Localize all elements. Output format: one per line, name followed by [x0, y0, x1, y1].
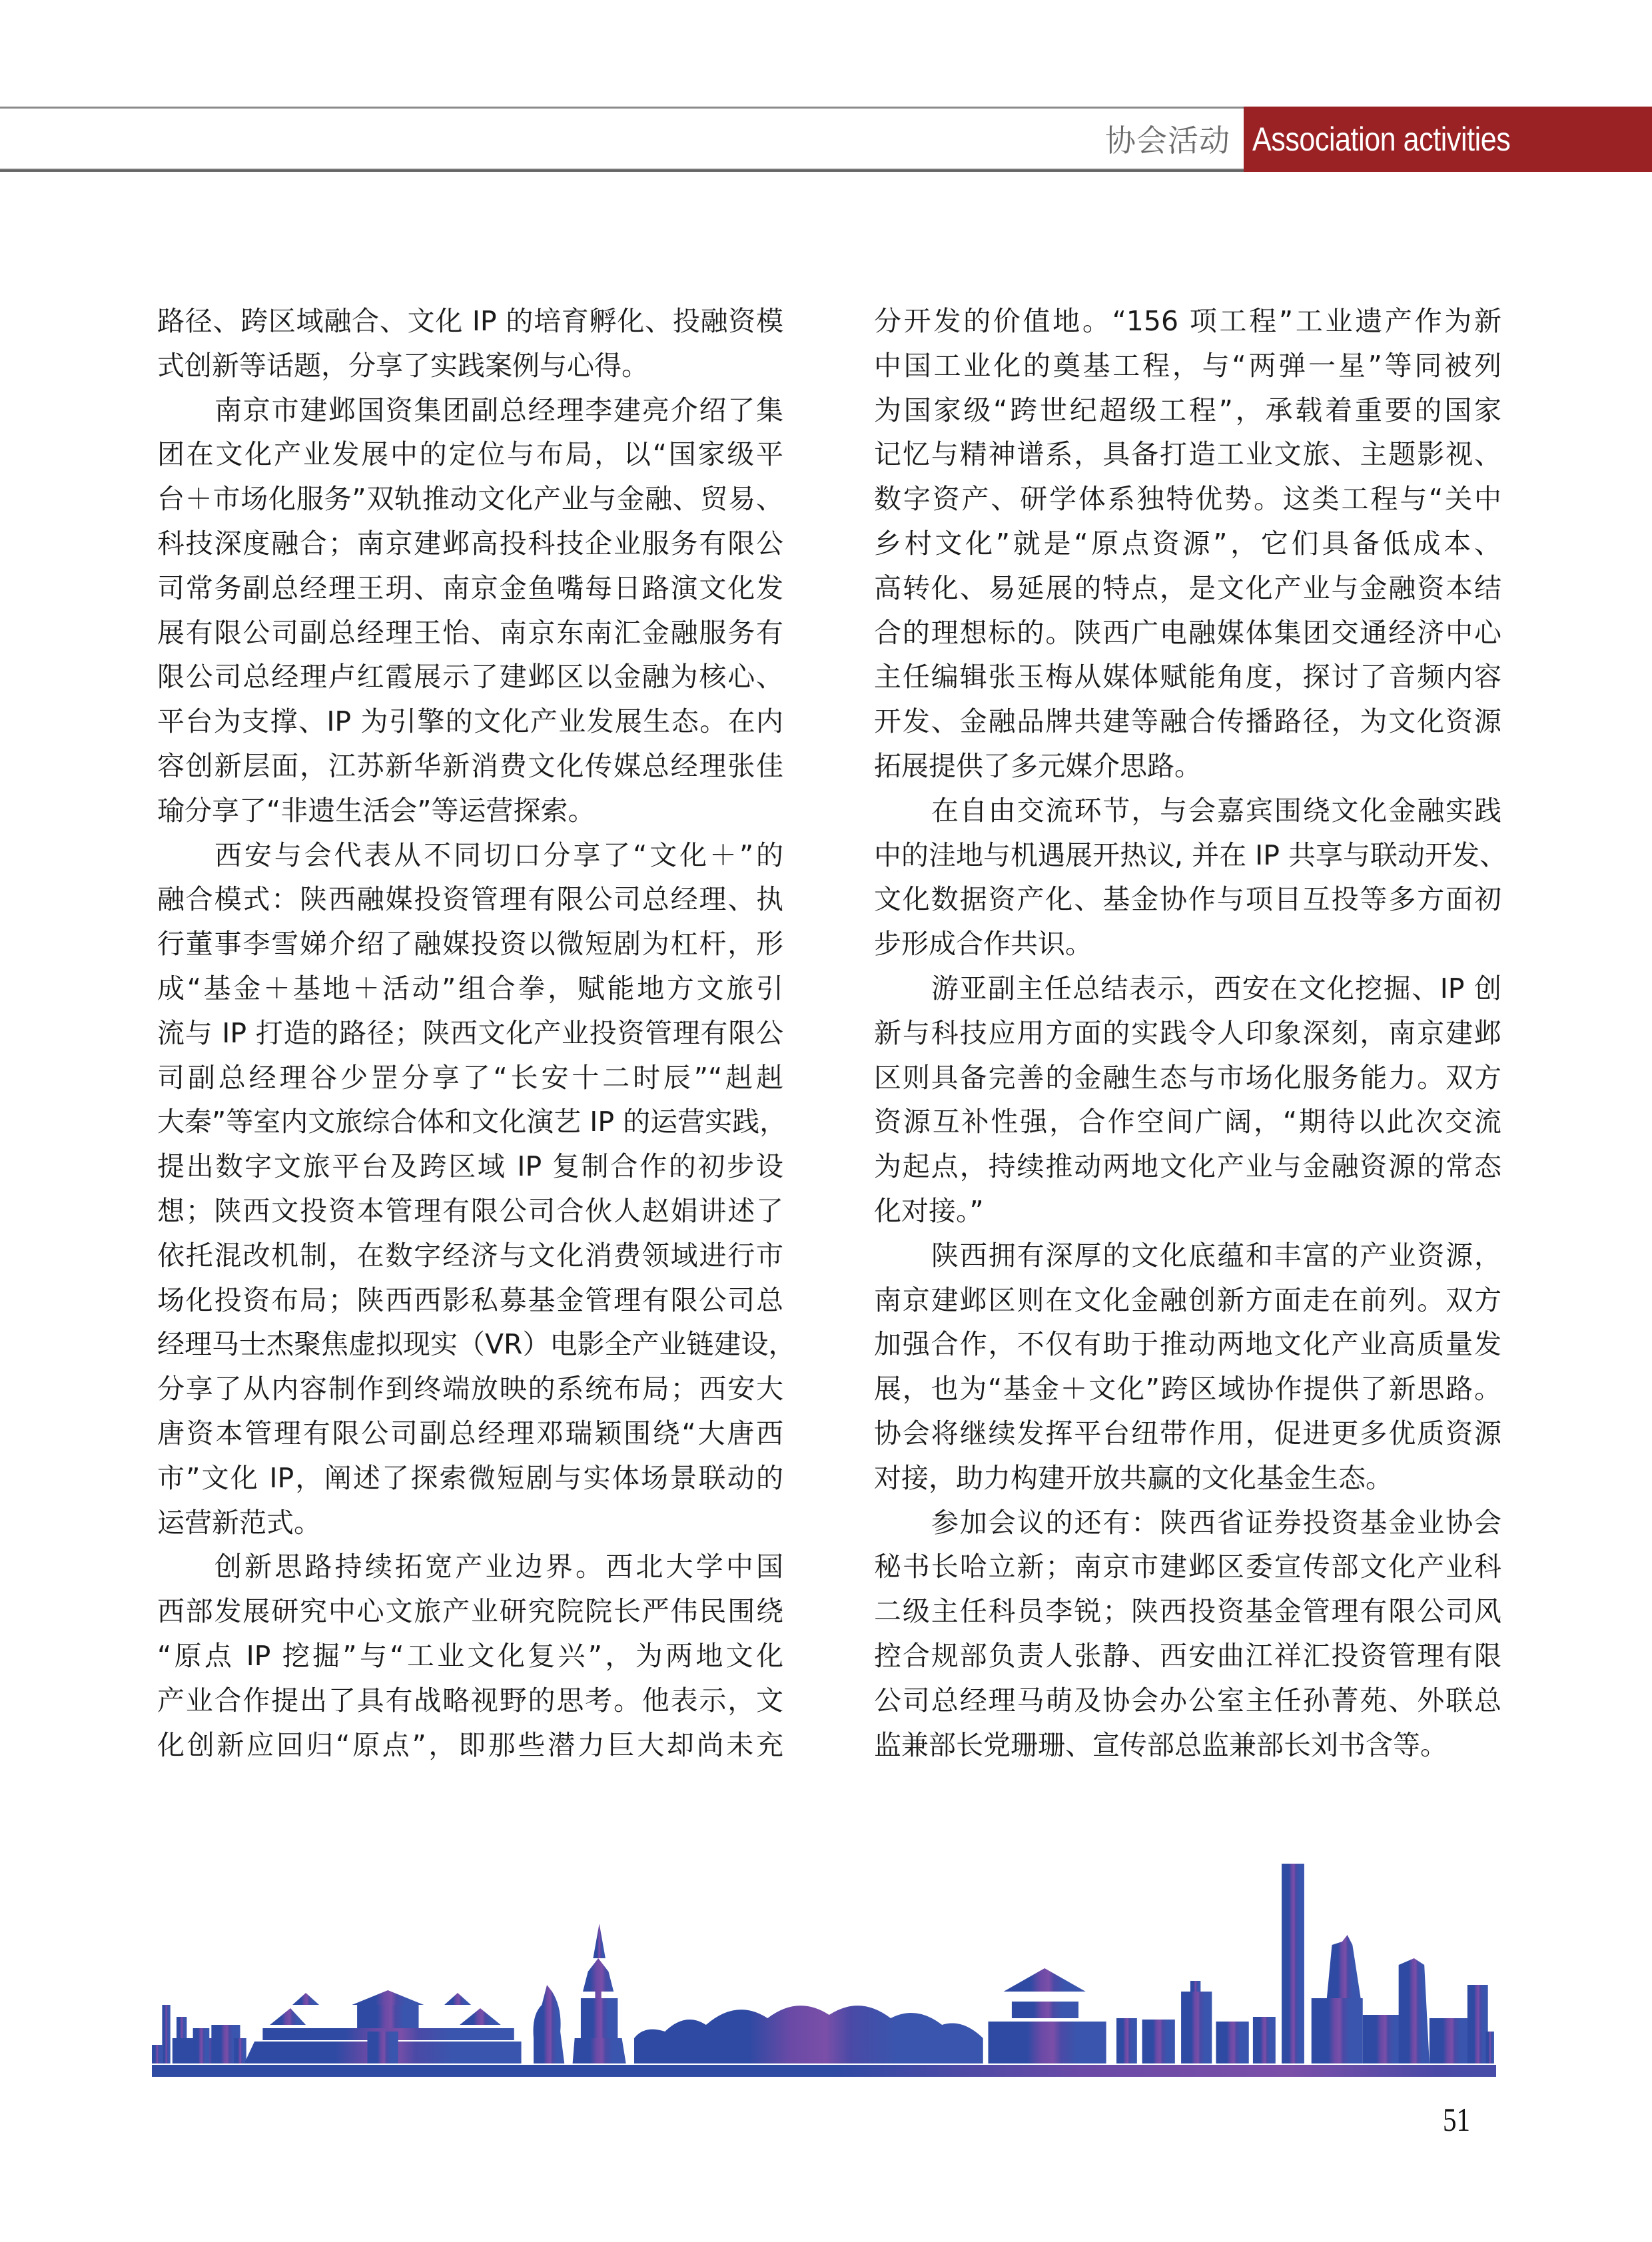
text-line: 依托混改机制，在数字经济与文化消费领域进行市 [157, 1239, 783, 1272]
text-line: 南京建邺区则在文化金融创新方面走在前列。双方 [874, 1284, 1501, 1316]
text-line: 式创新等话题，分享了实践案例与心得。 [157, 349, 649, 382]
text-line: 文化数据资产化、基金协作与项目互投等多方面初 [874, 883, 1501, 916]
text-line: 资源互补性强，合作空间广阔，“期待以此次交流 [874, 1106, 1501, 1138]
text-line: 中国工业化的奠基工程，与“两弹一星”等同被列 [874, 349, 1501, 382]
text-line: 行董事李雪娣介绍了融媒投资以微短剧为杠杆，形 [157, 928, 783, 960]
text-line: 公司总经理马萌及协会办公室主任孙菁苑、外联总 [874, 1684, 1501, 1716]
text-line: 产业合作提出了具有战略视野的思考。他表示，文 [157, 1684, 783, 1716]
skyline-palace [292, 1993, 319, 2005]
skyline-pagoda [581, 1998, 618, 2038]
article-paragraph [157, 833, 796, 1545]
text-line: 展，也为“基金＋文化”跨区域协作提供了新思路。 [874, 1373, 1501, 1405]
skyline-building [1253, 2017, 1276, 2063]
article-column-right [874, 299, 1507, 1767]
text-line: 为起点，持续推动两地文化产业与金融资源的常态 [874, 1150, 1501, 1183]
text-line: 西部发展研究中心文旅产业研究院院长严伟民围绕 [157, 1595, 783, 1628]
text-line: 分开发的价值地。“156 项工程”工业遗产作为新 [874, 305, 1501, 337]
text-line: 市”文化 IP，阐述了探索微短剧与实体场景联动的 [157, 1461, 783, 1494]
text-line: 成“基金＋基地＋活动”组合拳，赋能地方文旅引 [157, 972, 783, 1004]
text-line: 司副总经理谷少罡分享了“长安十二时辰”“赳赳 [157, 1061, 783, 1094]
header-rule-top [0, 107, 1244, 109]
text-line: 运营新范式。 [157, 1506, 321, 1539]
text-line: 中的洼地与机遇展开热议, 并在 IP 共享与联动开发、 [874, 839, 1507, 871]
text-line: 记忆与精神谱系，具备打造工业文旅、主题影视、 [874, 438, 1501, 471]
article-paragraph [874, 789, 1507, 966]
text-line: 高转化、易延展的特点，是文化产业与金融资本结 [874, 571, 1501, 604]
text-line: 在自由交流环节，与会嘉宾围绕文化金融实践 [931, 794, 1501, 827]
article-paragraph [157, 1545, 783, 1767]
skyline-palace [357, 2005, 418, 2028]
skyline-skyscraper [1327, 1935, 1361, 1998]
skyline-city-gate [1004, 1968, 1086, 1992]
text-line: 唐资本管理有限公司副总经理邓瑞颖围绕“大唐西 [157, 1417, 783, 1449]
skyline-palace [460, 2008, 501, 2025]
text-line: 游亚副主任总结表示，西安在文化挖掘、IP 创 [931, 972, 1501, 1004]
text-line: 流与 IP 打造的路径；陕西文化产业投资管理有限公 [157, 1016, 783, 1049]
text-line: 容创新层面，江苏新华新消费文化传媒总经理张佳 [157, 749, 783, 782]
text-line: 乡村文化”就是“原点资源”，它们具备低成本、 [874, 527, 1501, 560]
skyline-skyscraper [1467, 1985, 1488, 2063]
skyline-skyscraper [1282, 1864, 1304, 2063]
text-line: 二级主任科员李锐；陕西投资基金管理有限公司风 [874, 1595, 1501, 1628]
text-line: 主任编辑张玉梅从媒体赋能角度，探讨了音频内容 [874, 661, 1501, 693]
skyline-palace [352, 1990, 424, 2005]
article-paragraph [874, 1234, 1501, 1501]
text-line: 司常务副总经理王玥、南京金鱼嘴每日路演文化发 [157, 571, 783, 604]
skyline-palace [270, 2008, 306, 2025]
skyline-skyscraper [1430, 2018, 1471, 2063]
skyline-building [1142, 2020, 1175, 2063]
skyline-building [1181, 1992, 1212, 2063]
text-line: 经理马士杰聚焦虚拟现实（VR）电影全产业链建设， [157, 1328, 796, 1361]
skyline-building [152, 2045, 162, 2063]
text-line: 数字资产、研学体系独特优势。这类工程与“关中 [874, 483, 1501, 516]
text-line: 新与科技应用方面的实践令人印象深刻，南京建邺 [874, 1016, 1501, 1049]
article-column-left [157, 299, 796, 1767]
text-line: 加强合作，不仅有助于推动两地文化产业高质量发 [874, 1328, 1501, 1361]
text-line: 分享了从内容制作到终端放映的系统布局；西安大 [157, 1373, 783, 1405]
skyline-theater [634, 2006, 983, 2063]
skyline-warrior [534, 1985, 565, 2063]
skyline-city-gate [1012, 2002, 1078, 2018]
text-line: 对接，助力构建开放共赢的文化基金生态。 [874, 1461, 1393, 1494]
city-skyline-illustration [152, 1838, 1496, 2078]
article-paragraph [874, 966, 1501, 1234]
section-title-en: Association activities [1252, 121, 1511, 158]
skyline-skyscraper [1312, 1998, 1363, 2063]
text-line: 控合规部负责人张静、西安曲江祥汇投资管理有限 [874, 1639, 1501, 1672]
skyline-building [193, 2028, 210, 2063]
text-line: 团在文化产业发展中的定位与布局，以“国家级平 [157, 438, 783, 471]
skyline-skyscraper [1486, 2032, 1494, 2063]
text-line: 想；陕西文投资本管理有限公司合伙人赵娟讲述了 [157, 1194, 783, 1227]
text-line: 融合模式：陕西融媒投资管理有限公司总经理、执 [157, 883, 783, 916]
text-line: 为国家级“跨世纪超级工程”，承载着重要的国家 [874, 394, 1501, 426]
skyline-base [152, 2065, 1496, 2077]
skyline-building [1216, 2022, 1248, 2063]
text-line: 大秦”等室内文旅综合体和文化演艺 IP 的运营实践， [157, 1106, 787, 1138]
text-line: 化创新应回归“原点”，即那些潜力巨大却尚未充 [157, 1728, 783, 1761]
text-line: 平台为支撑、IP 为引擎的文化产业发展生态。在内 [157, 705, 783, 738]
text-line: 南京市建邺国资集团副总经理李建亮介绍了集 [214, 394, 783, 426]
text-line: 提出数字文旅平台及跨区域 IP 复制合作的初步设 [157, 1150, 783, 1183]
text-line: 展有限公司副总经理王怡、南京东南汇金融服务有 [157, 616, 783, 649]
text-line: 监兼部长党珊珊、宣传部总监兼部长刘书含等。 [874, 1728, 1447, 1761]
skyline-building [1190, 1981, 1200, 1992]
skyline-palace [367, 2032, 398, 2063]
text-line: 协会将继续发挥平台纽带作用，促进更多优质资源 [874, 1417, 1501, 1449]
text-line: 区则具备完善的金融生态与市场化服务能力。双方 [874, 1061, 1501, 1094]
article-paragraph [157, 299, 783, 388]
skyline-skyscraper [1399, 1958, 1430, 2063]
text-line: 参加会议的还有：陕西省证券投资基金业协会 [931, 1506, 1501, 1539]
text-line: 场化投资布局；陕西西影私募基金管理有限公司总 [157, 1284, 783, 1316]
skyline-chimney [162, 2005, 170, 2063]
skyline-palace [444, 1993, 471, 2005]
text-line: 台＋市场化服务”双轨推动文化产业与金融、贸易、 [157, 483, 783, 516]
skyline-building [234, 2038, 246, 2063]
header-rule-bottom [0, 169, 1244, 172]
skyline-city-gate [988, 2022, 1106, 2063]
skyline-pagoda-spire [593, 1924, 605, 1958]
article-paragraph [874, 299, 1501, 789]
text-line: 陕西拥有深厚的文化底蕴和丰富的产业资源， [931, 1239, 1501, 1272]
section-title-cn: 协会活动 [1105, 123, 1230, 159]
skyline-building [1116, 2018, 1137, 2063]
skyline-skyscraper [1363, 2015, 1404, 2063]
text-line: 拓展提供了多元媒介思路。 [874, 749, 1202, 782]
page-number: 51 [1443, 2101, 1470, 2138]
text-line: 化对接。” [874, 1194, 984, 1227]
text-line: 瑜分享了“非遗生活会”等运营探索。 [157, 794, 596, 827]
text-line: 西安与会代表从不同切口分享了“文化＋”的 [214, 839, 783, 871]
text-line: 科技深度融合；南京建邺高投科技企业服务有限公 [157, 527, 783, 560]
text-line: 步形成合作共识。 [874, 928, 1092, 960]
article-paragraph [874, 1501, 1501, 1768]
article-paragraph [157, 388, 783, 833]
text-line: 创新思路持续拓宽产业边界。西北大学中国 [214, 1551, 783, 1583]
text-line: “原点 IP 挖掘”与“工业文化复兴”，为两地文化 [157, 1639, 783, 1672]
text-line: 合的理想标的。陕西广电融媒体集团交通经济中心 [874, 616, 1501, 649]
text-line: 路径、跨区域融合、文化 IP 的培育孵化、投融资模 [157, 305, 783, 337]
text-line: 限公司总经理卢红霞展示了建邺区以金融为核心、 [157, 661, 783, 693]
text-line: 开发、金融品牌共建等融合传播路径，为文化资源 [874, 705, 1501, 738]
text-line: 秘书长哈立新；南京市建邺区委宣传部文化产业科 [874, 1551, 1501, 1583]
